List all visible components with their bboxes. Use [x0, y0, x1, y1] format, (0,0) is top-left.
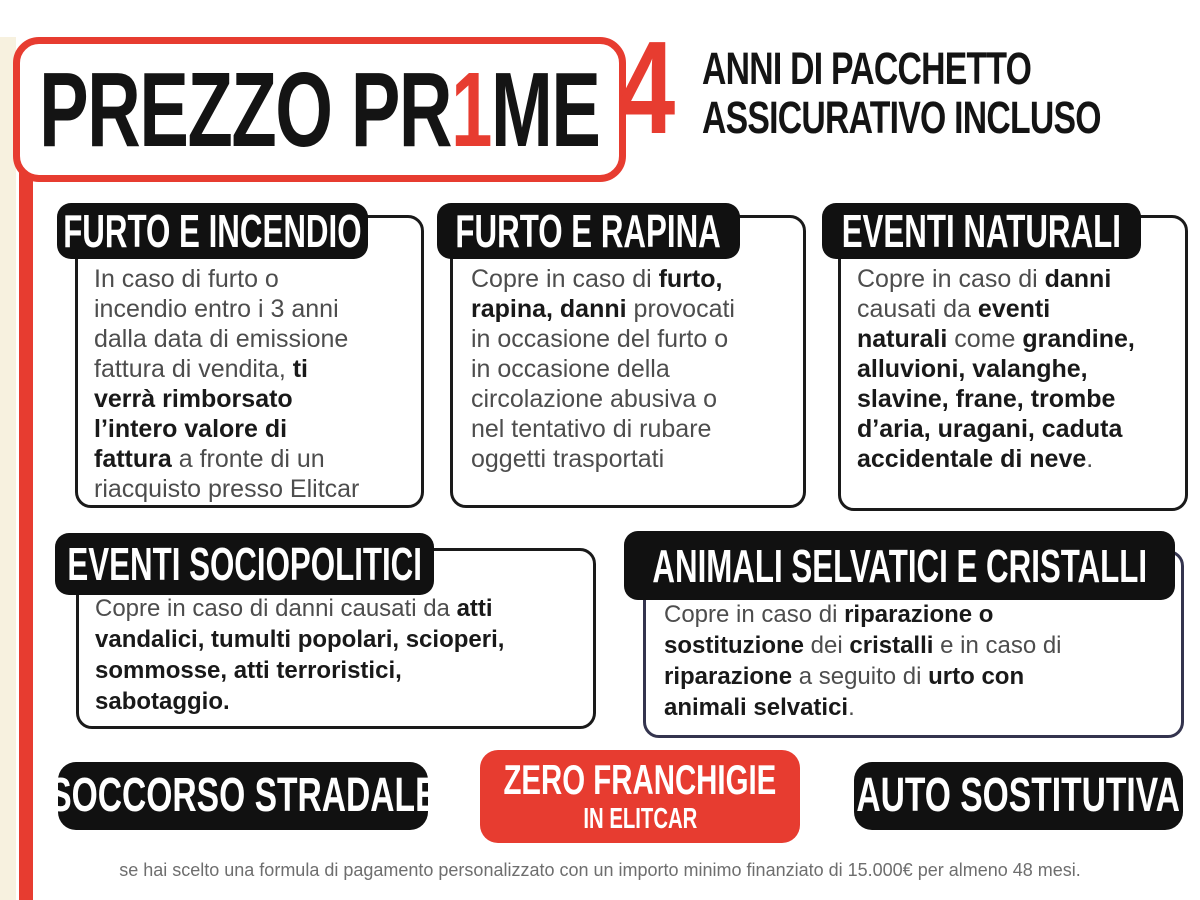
badge-label: AUTO SOSTITUTIVA [856, 768, 1181, 822]
badge-label: SOCCORSO STRADALE [48, 768, 438, 822]
red-accent-bar [19, 160, 33, 900]
header-subtitle [702, 44, 1101, 142]
footer-disclaimer: se hai scelto una formula di pagamento personalizzato con un importo minimo finanziato di 15.000€ per almeno 48 mesi. [119, 860, 1081, 880]
card-title-badge [624, 531, 1175, 600]
header-subtitle-line2: ASSICURATIVO INCLUSO [702, 92, 1101, 143]
badge-zero-franchigie [480, 750, 800, 843]
card-body-text: In caso di furto o incendio entro i 3 anni dalla data di emissione fattura di vendita, ti verrà rimborsato l’intero valore di fattura a fronte di un riacquisto presso Elitcar [94, 265, 360, 503]
card-title-badge [822, 203, 1141, 259]
card-body-text: Copre in caso di danni causati da eventi naturali come grandine, alluvioni, valanghe, slavine, frane, trombe d’aria, uragani, caduta accidentale di neve. [857, 265, 1135, 473]
card-body-text: Copre in caso di danni causati da atti vandalici, tumulti popolari, scioperi, sommosse, atti terroristici, sabotaggio. [95, 595, 505, 715]
card-title: FURTO E INCENDIO [63, 205, 362, 257]
badge-label-line2: IN ELITCAR [583, 803, 697, 836]
title-highlight-1: 1 [451, 50, 492, 169]
title-prefix: PREZZO PR [39, 50, 452, 169]
page-title [39, 50, 600, 169]
card-body-box [838, 215, 1188, 511]
title-suffix: ME [491, 50, 600, 169]
badge-auto-sostitutiva [854, 762, 1183, 830]
card-body-text: Copre in caso di riparazione o sostituzione dei cristalli e in caso di riparazione a seguito di urto con animali selvatici. [664, 601, 1062, 721]
card-title: ANIMALI SELVATICI E CRISTALLI [652, 539, 1147, 592]
left-edge-strip [0, 37, 16, 900]
card-title-badge [55, 533, 434, 595]
card-title: EVENTI SOCIOPOLITICI [67, 538, 422, 590]
card-body-text: Copre in caso di furto, rapina, danni provocati in occasione del furto o in occasione della circolazione abusiva o nel tentativo di rubare oggetti trasportati [471, 265, 735, 473]
badge-soccorso-stradale [48, 762, 438, 830]
badge-label-line1: ZERO FRANCHIGIE [503, 756, 777, 804]
card-title-badge [57, 203, 368, 259]
card-title-badge [437, 203, 740, 259]
four-years-number: 4 [618, 14, 676, 161]
prezzo-prime-title-box [13, 37, 626, 182]
header-subtitle-line1: ANNI DI PACCHETTO [702, 43, 1032, 94]
card-title: FURTO E RAPINA [455, 205, 722, 257]
card-title: EVENTI NATURALI [841, 205, 1122, 257]
